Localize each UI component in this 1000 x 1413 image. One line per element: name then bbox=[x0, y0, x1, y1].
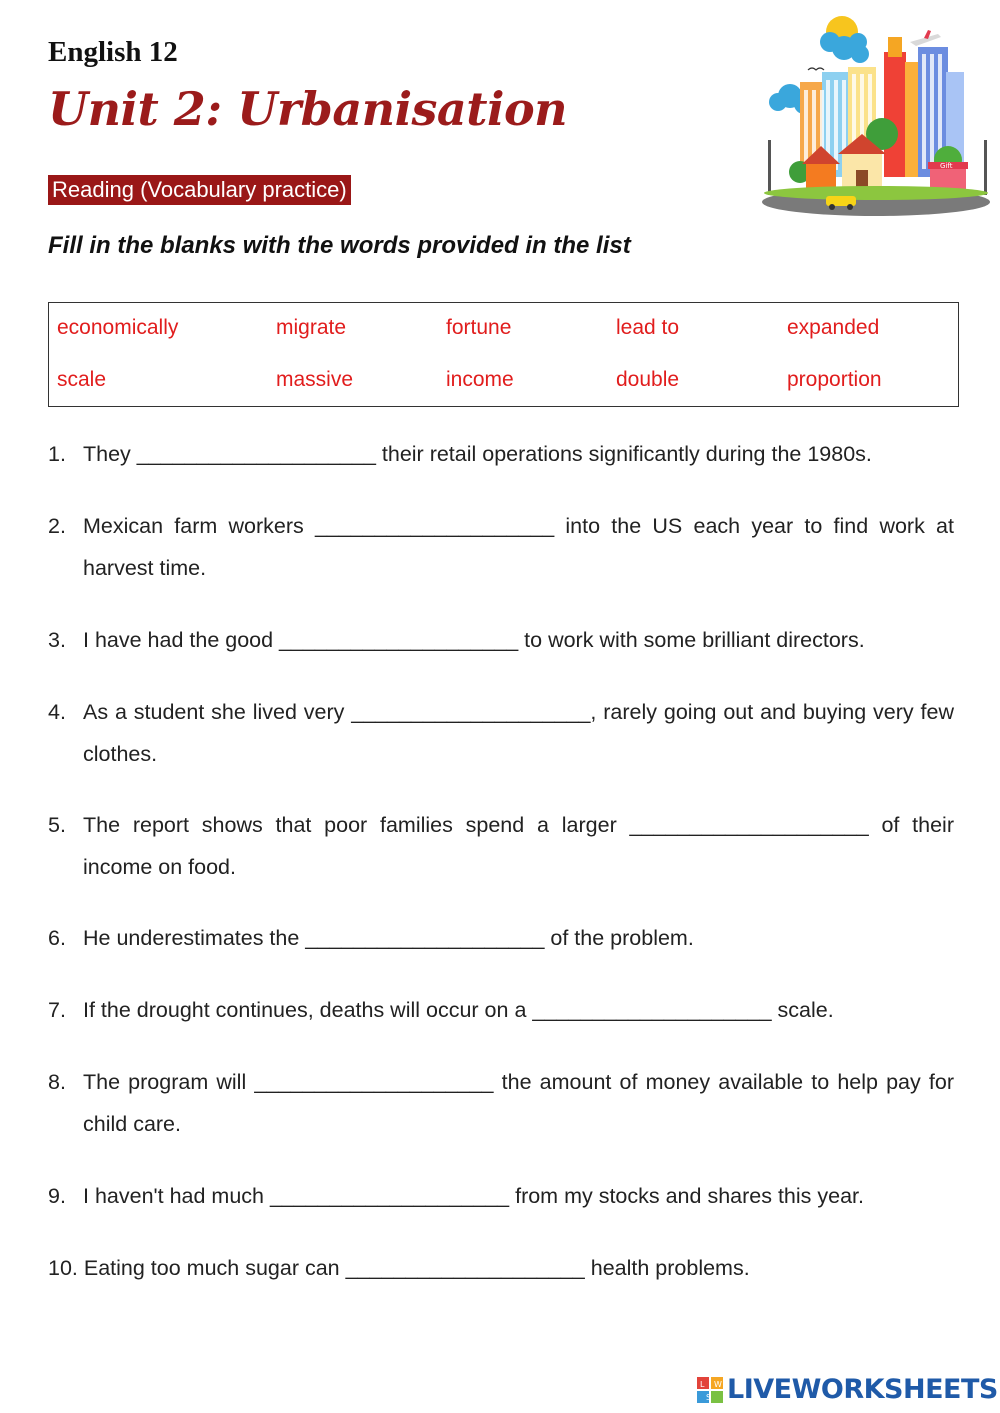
question-number: 1. bbox=[48, 442, 66, 466]
word-option: fortune bbox=[446, 316, 512, 339]
question-number: 5. bbox=[48, 813, 66, 837]
question-text[interactable] bbox=[48, 1247, 954, 1289]
question-number: 8. bbox=[48, 1070, 66, 1094]
logo-letter: S bbox=[706, 1392, 712, 1402]
question-text[interactable]: As a student she lived very ____________________, rarely going out and buying very few clothes. bbox=[83, 700, 954, 766]
question-text-body: Eating too much sugar can ____________________ health problems. bbox=[83, 1256, 750, 1280]
question-text[interactable]: If the drought continues, deaths will occur on a ____________________ scale. bbox=[83, 998, 834, 1022]
question-number: 4. bbox=[48, 700, 66, 724]
word-option: lead to bbox=[616, 316, 680, 339]
city-skyline-illustration bbox=[760, 12, 992, 217]
question-number: 3. bbox=[48, 628, 66, 652]
question-item bbox=[48, 1175, 954, 1217]
word-option: migrate bbox=[276, 316, 347, 339]
question-item bbox=[48, 804, 954, 888]
logo-letter: W bbox=[714, 1379, 722, 1389]
course-title: English 12 bbox=[48, 36, 178, 68]
question-number: 7. bbox=[48, 998, 66, 1022]
word-option: income bbox=[446, 368, 514, 391]
question-text[interactable]: The report shows that poor families spend a larger ____________________ of their income on food. bbox=[83, 813, 954, 879]
question-number-inline: 10. bbox=[48, 1256, 78, 1280]
question-number: 9. bbox=[48, 1184, 66, 1208]
instruction-text: Fill in the blanks with the words provided in the list bbox=[48, 232, 631, 259]
word-option: economically bbox=[57, 316, 179, 339]
section-label: Reading (Vocabulary practice) bbox=[48, 175, 351, 205]
question-item bbox=[48, 1247, 954, 1289]
liveworksheets-logo[interactable] bbox=[697, 1374, 998, 1405]
word-option: proportion bbox=[787, 368, 882, 391]
question-text[interactable]: I have had the good ____________________ to work with some brilliant directors. bbox=[83, 628, 865, 652]
question-item bbox=[48, 505, 954, 589]
question-text[interactable]: They ____________________ their retail operations significantly during the 1980s. bbox=[83, 442, 872, 466]
liveworksheets-logo-icon bbox=[697, 1377, 723, 1403]
question-text[interactable]: Mexican farm workers ____________________ into the US each year to find work at harvest time. bbox=[83, 514, 954, 580]
question-text[interactable]: The program will ____________________ the amount of money available to help pay for child care. bbox=[83, 1070, 954, 1136]
liveworksheets-brand: LIVEWORKSHEETS bbox=[727, 1374, 998, 1405]
word-option: double bbox=[616, 368, 680, 391]
question-item bbox=[48, 1061, 954, 1145]
question-item bbox=[48, 917, 954, 959]
question-text[interactable]: I haven't had much ____________________ from my stocks and shares this year. bbox=[83, 1184, 864, 1208]
question-item bbox=[48, 619, 954, 661]
question-number: 6. bbox=[48, 926, 66, 950]
question-item bbox=[48, 433, 954, 475]
word-option: massive bbox=[276, 368, 354, 391]
question-text[interactable]: He underestimates the ____________________ of the problem. bbox=[83, 926, 694, 950]
question-item bbox=[48, 691, 954, 775]
word-option: expanded bbox=[787, 316, 880, 339]
question-item bbox=[48, 989, 954, 1031]
logo-letter: L bbox=[700, 1379, 705, 1389]
word-option: scale bbox=[57, 368, 107, 391]
shop-sign: Gift bbox=[940, 162, 953, 170]
question-number: 2. bbox=[48, 514, 66, 538]
word-list-box bbox=[48, 302, 959, 407]
unit-title: Unit 2: Urbanisation bbox=[48, 82, 568, 136]
